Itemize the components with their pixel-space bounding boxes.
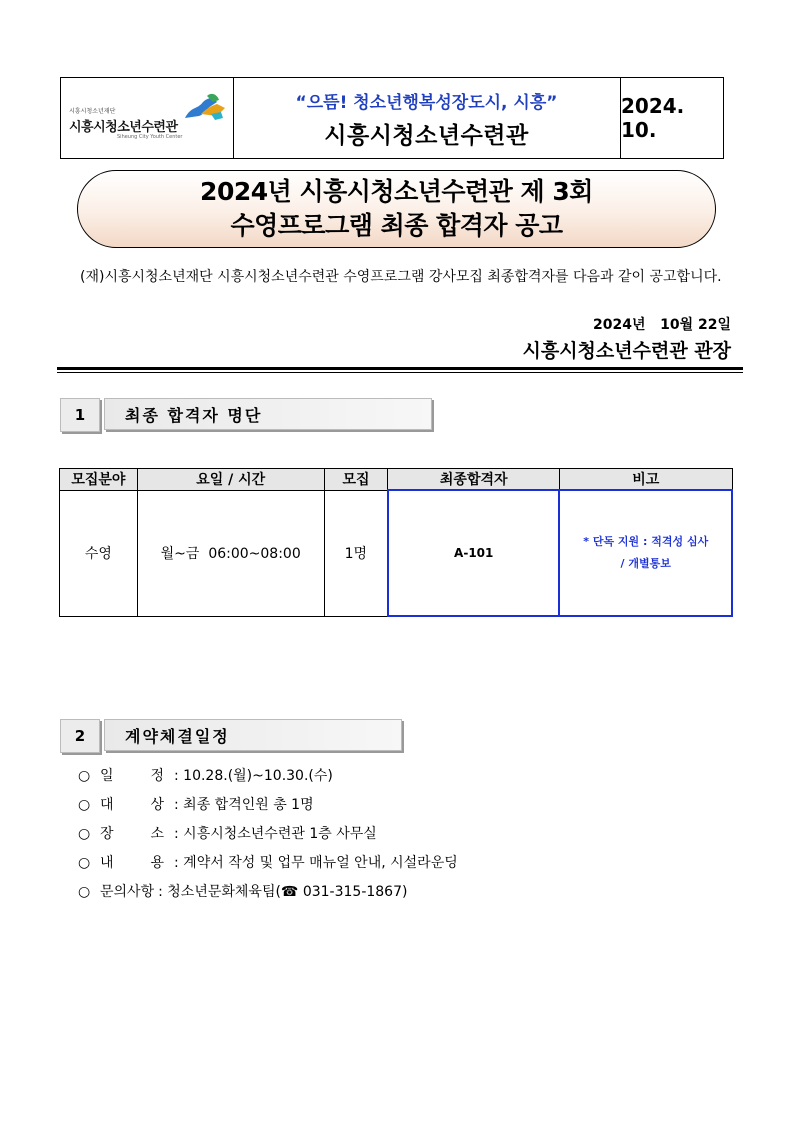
org-name: 시흥시청소년수련관 (324, 123, 529, 149)
cell-passer: A-101 (388, 490, 560, 616)
logo-main-text: 시흥시청소년수련관 (69, 120, 178, 135)
section-1-label: 최종 합격자 명단 (104, 398, 432, 430)
list-item (78, 849, 458, 878)
col-header: 요일 / 시간 (137, 469, 324, 491)
divider-thin (57, 372, 743, 373)
logo-sub-text: Siheung City Youth Center (117, 134, 183, 140)
list-item (78, 762, 458, 791)
schedule-list (78, 762, 458, 907)
col-header: 모집 (324, 469, 388, 491)
title-cell (233, 78, 621, 158)
item-key: 내 용 (100, 855, 164, 871)
item-key: 대 상 (100, 797, 164, 813)
signature: 시흥시청소년수련관 관장 (522, 340, 731, 362)
col-header: 최종합격자 (388, 469, 560, 491)
item-value: : 계약서 작성 및 업무 매뉴얼 안내, 시설라운딩 (174, 855, 458, 871)
cell-field: 수영 (60, 490, 138, 616)
item-key: 문의사항 (100, 884, 155, 900)
cell-time: 월~금 06:00~08:00 (137, 490, 324, 616)
title-line-1: 2024년 시흥시청소년수련관 제 3회 (200, 177, 593, 206)
item-value: : 청소년문화체육팀(☎ 031-315-1867) (158, 884, 408, 900)
announce-date: 2024년 10월 22일 (593, 317, 731, 333)
section-2-label: 계약체결일정 (104, 719, 402, 751)
circle-bullet-icon: ○ (78, 797, 91, 813)
item-key: 일 정 (100, 768, 164, 784)
section-1-number: 1 (60, 398, 100, 432)
item-key: 장 소 (100, 826, 164, 842)
item-value: : 10.28.(월)~10.30.(수) (174, 768, 333, 784)
col-header: 비고 (559, 469, 732, 491)
divider-thick (57, 367, 743, 370)
note-line-1: * 단독 지원 : 적격성 심사 (583, 535, 709, 548)
cell-note (559, 490, 732, 616)
col-header: 모집분야 (60, 469, 138, 491)
logo-icon (181, 92, 227, 126)
slogan: “으뜸! 청소년행복성장도시, 시흥” (295, 93, 558, 113)
item-value: : 시흥시청소년수련관 1층 사무실 (174, 826, 377, 842)
note-line-2: / 개별통보 (620, 557, 671, 570)
list-item (78, 791, 458, 820)
circle-bullet-icon: ○ (78, 768, 91, 784)
list-item (78, 820, 458, 849)
circle-bullet-icon: ○ (78, 884, 91, 900)
logo-cell (61, 78, 234, 158)
intro-text: (재)시흥시청소년재단 시흥시청소년수련관 수영프로그램 강사모집 최종합격자를 다음과 같이 공고합니다. (80, 269, 722, 285)
item-value: : 최종 합격인원 총 1명 (174, 797, 314, 813)
title-line-2: 수영프로그램 최종 합격자 공고 (230, 211, 563, 240)
logo-small-text: 시흥시청소년재단 (69, 108, 116, 115)
section-2-number: 2 (60, 719, 100, 753)
table-row (60, 490, 733, 616)
circle-bullet-icon: ○ (78, 855, 91, 871)
list-item (78, 878, 458, 907)
title-banner (77, 170, 716, 248)
result-table (59, 468, 733, 617)
table-header-row (60, 469, 733, 491)
circle-bullet-icon: ○ (78, 826, 91, 842)
header-table (60, 77, 724, 159)
header-date: 2024. 10. (621, 94, 685, 142)
cell-count: 1명 (324, 490, 388, 616)
